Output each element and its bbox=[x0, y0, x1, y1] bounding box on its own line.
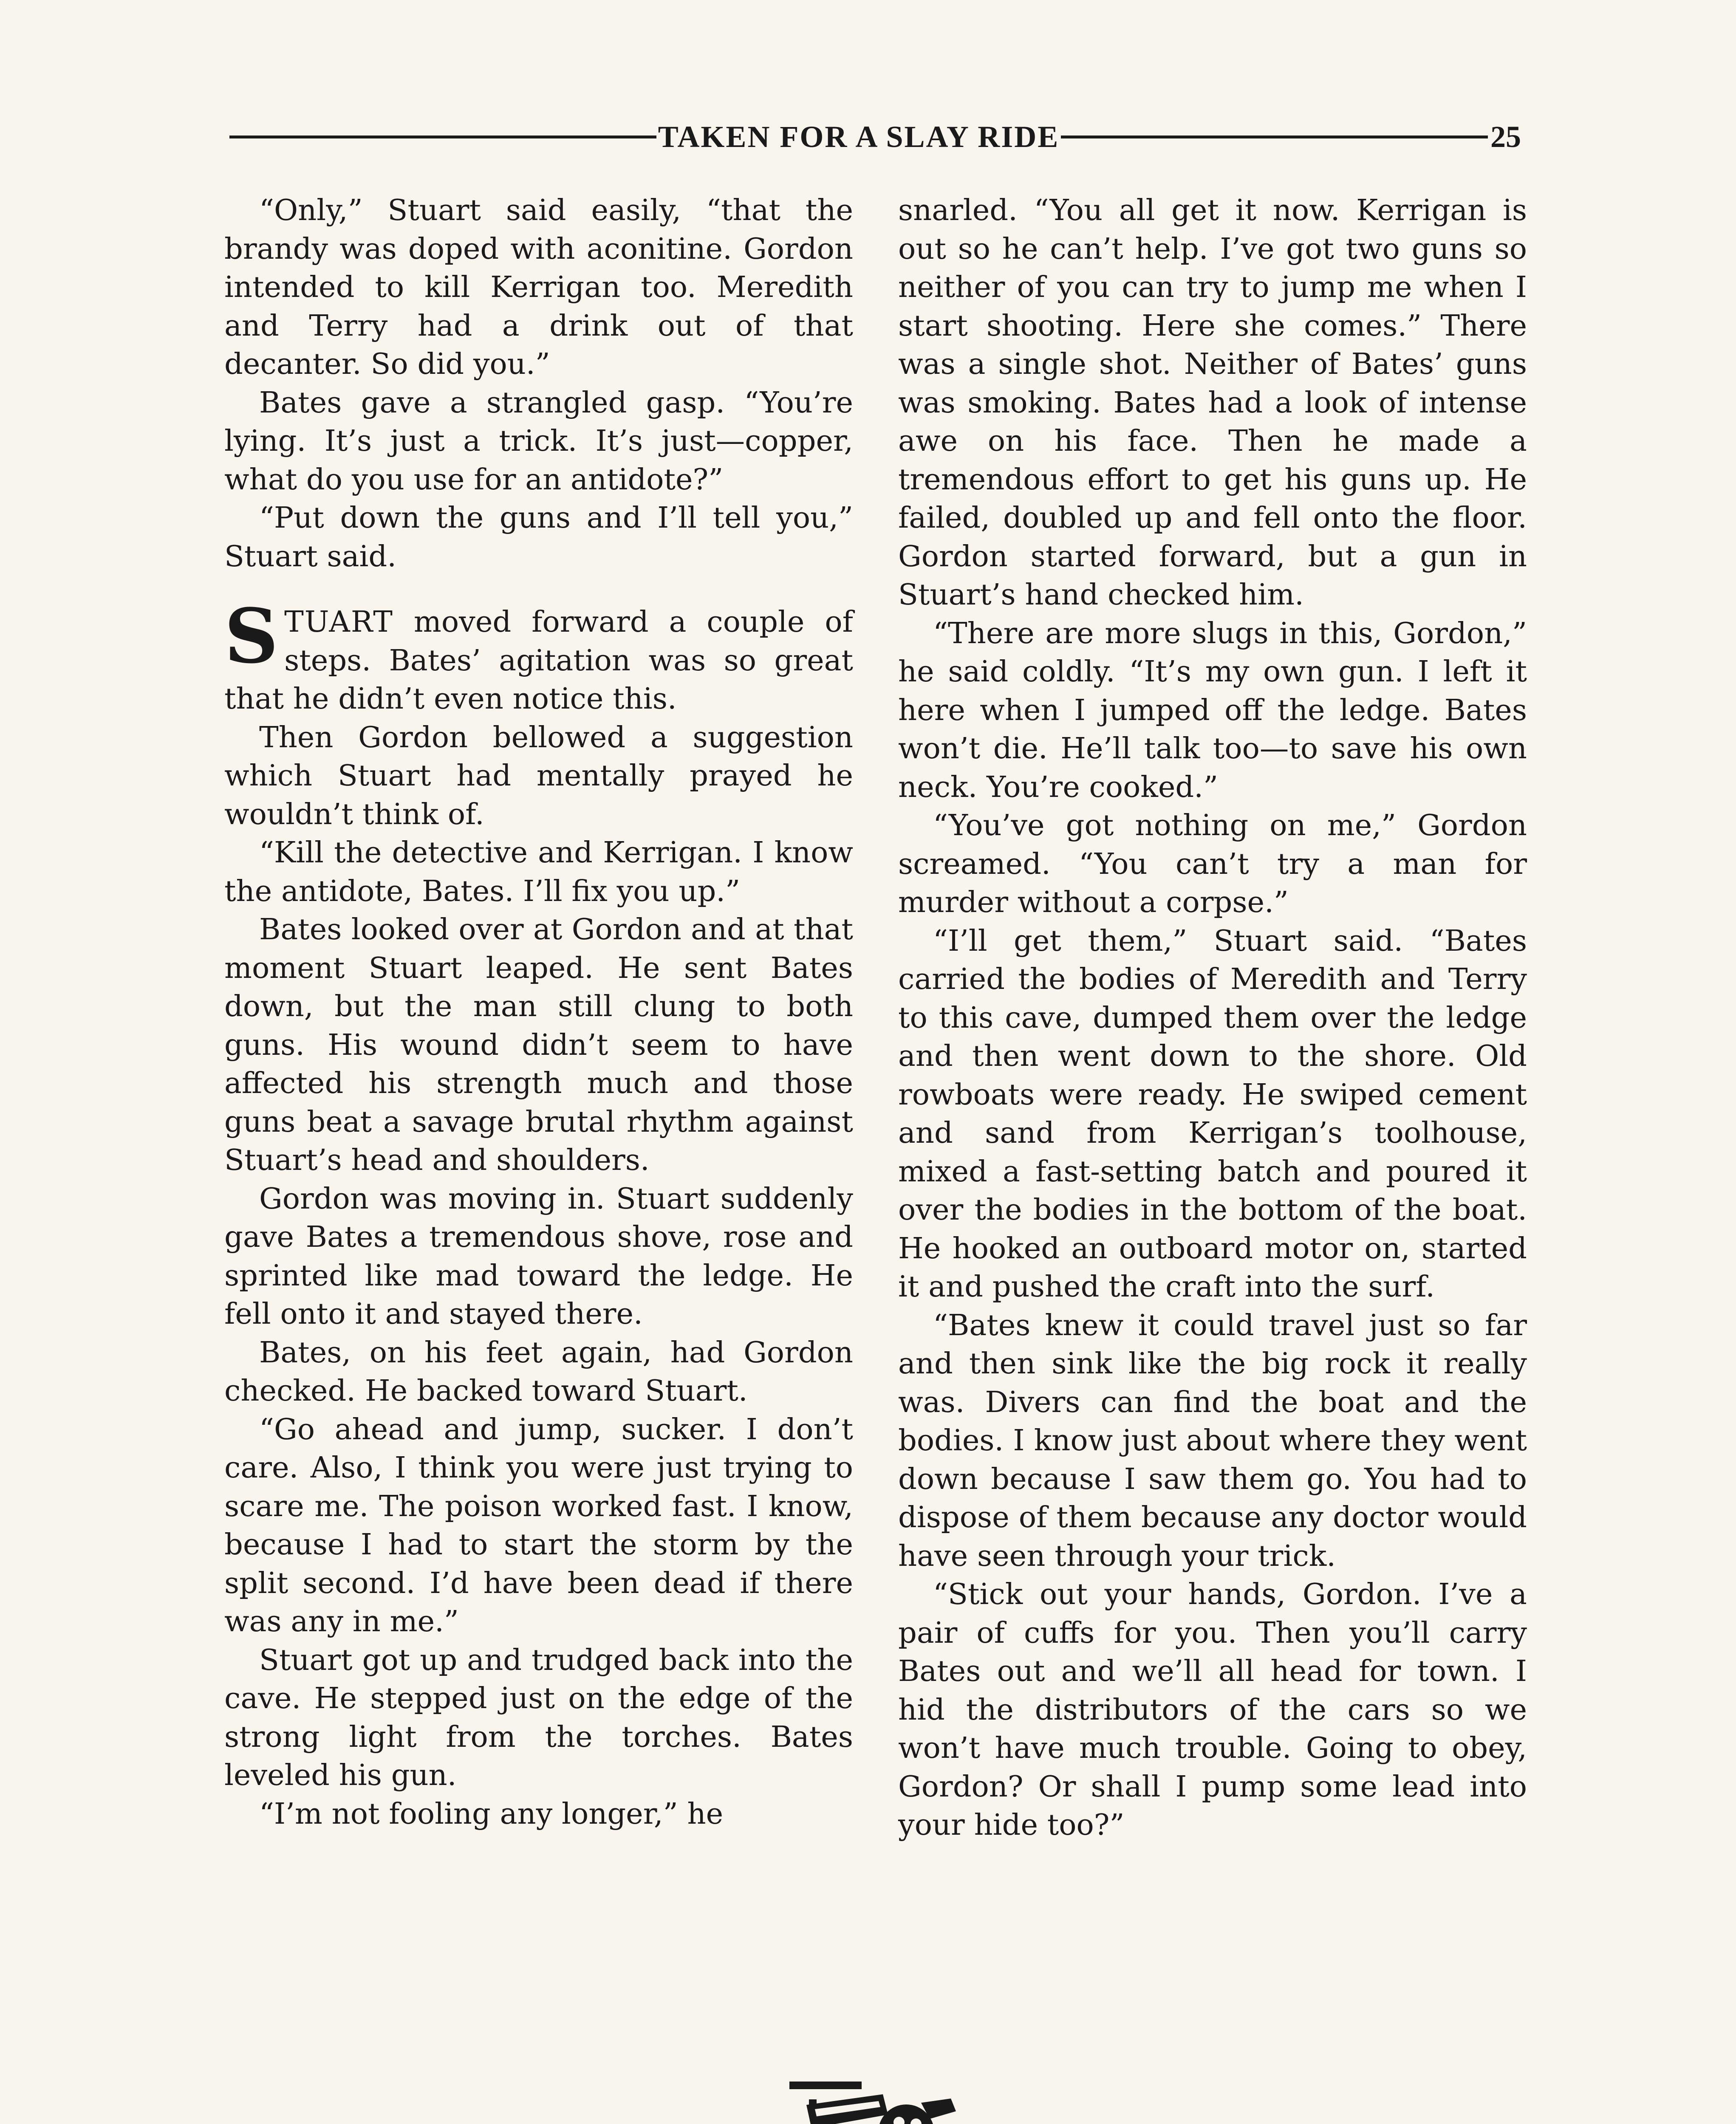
page-number: 25 bbox=[1490, 119, 1521, 154]
paragraph-text: moved forward a couple of steps. Bates’ agitation was so great that he didn’t even notice this. bbox=[224, 605, 853, 716]
revolver-icon bbox=[789, 2065, 968, 2124]
paragraph: “You’ve got nothing on me,” Gordon screamed. “You can’t try a man for murder without a corpse.” bbox=[898, 808, 1527, 919]
paragraph: Stuart got up and trudged back into the cave. He stepped just on the edge of the strong light from the torches. Bates leveled his gun. bbox=[224, 1643, 853, 1792]
paragraph: “Bates knew it could travel just so far and then sink like the big rock it really was. Divers can find the boat and the bodies. I know just about where they went down because I saw them go. You had to dispose of them because any doctor would have seen through your trick. bbox=[898, 1308, 1527, 1573]
paragraph: “Only,” Stuart said easily, “that the brandy was doped with aconitine. Gordon intended to kill Kerrigan too. Meredith and Terry had a drink out of that decanter. So did you.” bbox=[224, 193, 853, 381]
paragraph: “Stick out your hands, Gordon. I’ve a pair of cuffs for you. Then you’ll carry Bates out and we’ll all head for town. I hid the distributors of the cars so we won’t have much trouble. Going to obey, Gordon? Or shall I pump some lead into your hide too?” bbox=[898, 1577, 1527, 1842]
right-column bbox=[898, 191, 1527, 1844]
paragraph: Bates looked over at Gordon and at that moment Stuart leaped. He sent Bates down, but the man still clung to both guns. His wound didn’t seem to have affected his strength much and those guns beat a savage brutal rhythm against Stuart’s head and shoulders. bbox=[224, 912, 853, 1177]
header-rule-left bbox=[229, 136, 656, 138]
running-header bbox=[229, 111, 1521, 162]
small-caps-lead: TUART bbox=[284, 605, 393, 639]
running-title: TAKEN FOR A SLAY RIDE bbox=[658, 119, 1060, 154]
paragraph: “There are more slugs in this, Gordon,” he said coldly. “It’s my own gun. I left it here when I jumped off the ledge. Bates won’t die. He’ll talk too—to save his own neck. You’re cooked.” bbox=[898, 616, 1527, 804]
paragraph: “Go ahead and jump, sucker. I don’t care. Also, I think you were just trying to scare me. The poison worked fast. I know, because I had to start the storm by the split second. I’d have been dead if there was any in me.” bbox=[224, 1412, 853, 1638]
paragraph: Then Gordon bellowed a suggestion which Stuart had mentally prayed he wouldn’t think of. bbox=[224, 720, 853, 831]
paragraph: Bates, on his feet again, had Gordon checked. He backed toward Stuart. bbox=[224, 1335, 853, 1408]
paragraph-continued: snarled. “You all get it now. Kerrigan is out so he can’t help. I’ve got two guns so neither of you can try to jump me when I start shooting. Here she comes.” There was a single shot. Neither of Bates’ guns was smoking. Bates had a look of intense awe on his face. Then he made a tremendous effort to get his guns up. He failed, doubled up and fell onto the floor. Gordon started forward, but a gun in Stuart’s hand checked him. bbox=[898, 193, 1527, 612]
paragraph: Bates gave a strangled gasp. “You’re lying. It’s just a trick. It’s just—copper, what do you use for an antidote?” bbox=[224, 385, 853, 497]
paragraph: Gordon was moving in. Stuart suddenly gave Bates a tremendous shove, rose and sprinted like mad toward the ledge. He fell onto it and stayed there. bbox=[224, 1181, 853, 1331]
paragraph: “Put down the guns and I’ll tell you,” Stuart said. bbox=[224, 501, 853, 573]
drop-cap: S bbox=[224, 592, 279, 680]
section-opening-paragraph bbox=[224, 592, 853, 718]
paragraph: “I’ll get them,” Stuart said. “Bates carried the bodies of Meredith and Terry to this cave, dumped them over the ledge and then went down to the shore. Old rowboats were ready. He swiped cement and sand from Kerrigan’s toolhouse, mixed a fast-setting batch and poured it over the bodies in the bottom of the boat. He hooked an outboard motor on, started it and pushed the craft into the surf. bbox=[898, 924, 1527, 1304]
paragraph: “Kill the detective and Kerrigan. I know the antidote, Bates. I’ll fix you up.” bbox=[224, 836, 853, 908]
header-rule-right bbox=[1061, 136, 1488, 138]
left-column bbox=[224, 191, 853, 1833]
paragraph: “I’m not fooling any longer,” he bbox=[259, 1796, 724, 1831]
